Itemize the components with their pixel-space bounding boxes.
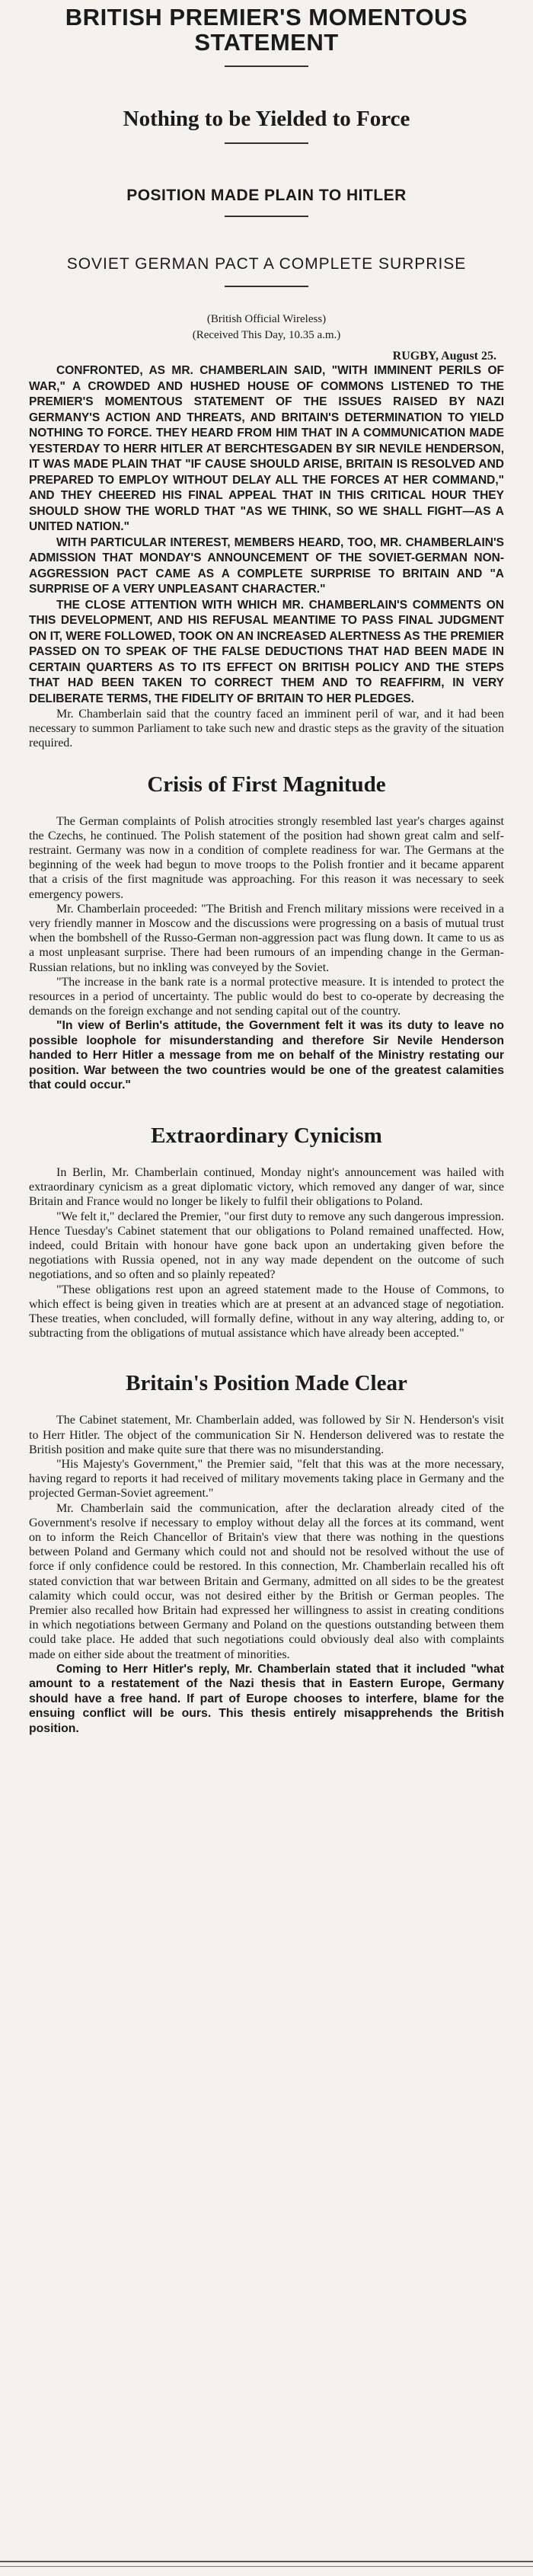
body-paragraph: "His Majesty's Government," the Premier said, "felt that this was at the more necessary, having regard to reports it had received of military movements taking place in Germany and the projected German-Soviet agreement.": [29, 1458, 504, 1501]
soviet-heading-rule: [225, 286, 308, 287]
lead-paragraph: CONFRONTED, AS MR. CHAMBERLAIN SAID, "WITH IMMINENT PERILS OF WAR," A CROWDED AND HUSHED HOUSE OF COMMONS LISTENED TO THE PREMIER'S MOMENTOUS STATEMENT OF THE ISSUES RAISED BY NAZI GERMANY'S ACTION AND THREATS, AND BRITAIN'S DETERMINATION TO YIELD NOTHING TO FORCE. THEY HEARD FROM HIM THAT IN A COMMUNICATION MADE YESTERDAY TO HERR HITLER AT BERCHTESGADEN BY SIR NEVILE HENDERSON, IT WAS MADE PLAIN THAT "IF CAUSE SHOULD ARISE, BRITAIN IS RESOLVED AND PREPARED TO EMPLOY WITHOUT DELAY ALL THE FORCES AT HER COMMAND," AND THEY CHEERED HIS FINAL APPEAL THAT IN THIS CRITICAL HOUR THEY SHOULD SHOW THE WORLD THAT "AS WE THINK, SO WE SHALL FIGHT—AS A UNITED NATION.": [29, 364, 504, 533]
lead-paragraph: WITH PARTICULAR INTEREST, MEMBERS HEARD, TOO, MR. CHAMBERLAIN'S ADMISSION THAT MONDAY'S ANNOUNCEMENT OF THE SOVIET-GERMAN NON-AGGRESSION PACT CAME AS A COMPLETE SURPRISE TO BRITAIN AND "A SURPRISE OF A VERY UNPLEASANT CHARACTER.": [29, 535, 504, 596]
article-body: [29, 707, 504, 1736]
section-heading-hitler: POSITION MADE PLAIN TO HITLER: [126, 187, 407, 204]
subheadline: Nothing to be Yielded to Force: [123, 107, 410, 131]
section-heading-soviet: SOVIET GERMAN PACT A COMPLETE SURPRISE: [66, 255, 467, 273]
body-paragraph-bold: "In view of Berlin's attitude, the Government felt it was its duty to leave no possible loophole for misunderstanding and therefore Sir Nevile Henderson handed to Herr Hitler a message from me on behalf of the Ministry restating our position. War between the two countries would be one of the greatest calamities that could occur.": [29, 1019, 504, 1092]
body-paragraph: In Berlin, Mr. Chamberlain continued, Monday night's announcement was hailed with extraordinary cynicism as a great diplomatic victory, which removed any danger of war, since Britain and France would no longer be likely to fulfil their obligations to Poland.: [29, 1165, 504, 1209]
bottom-rule-thin: [0, 2566, 533, 2567]
bottom-rule: [0, 2561, 533, 2562]
received-line: (Received This Day, 10.35 a.m.): [192, 329, 341, 341]
intro-paragraph: Mr. Chamberlain said that the country faced an imminent peril of war, and it had been necessary to summon Parliament to take such new and drastic steps as the gravity of the situation required.: [29, 708, 504, 750]
section-heading-rule: [225, 216, 308, 217]
body-paragraph: The Cabinet statement, Mr. Chamberlain added, was followed by Sir N. Henderson's visit to Herr Hitler. The object of the communication Sir N. Henderson delivered was to restate the British position and make quite sure that there was no misunderstanding.: [29, 1414, 504, 1456]
headline-rule: [225, 66, 308, 67]
body-paragraph: "These obligations rest upon an agreed statement made to the House of Commons, to which effect is being given in treaties which are at present at an advanced stage of negotiation. These treaties, when concluded, will formally define, without in any way altering, adding to, or subtracting from the obligations of mutual assistance which have already been accepted.": [29, 1283, 504, 1341]
body-paragraph: Mr. Chamberlain said the communication, after the declaration already cited of the Government's resolve if necessary to employ without delay all the forces at its command, went on to inform the Reich Chancellor of Britain's view that there was nothing in the questions between Poland and Germany which could not and should not be resolved without the use of force if only confidence could be restored. In this connection, Mr. Chamberlain recalled his oft stated conviction that war between Britain and Germany, admitted on all sides to be the greatest calamity which could occur, was not desired either by the British or German peoples. The Premier also recalled how Britain had expressed her willingness to assist in creating conditions in which negotiations between Germany and Poland on the questions outstanding between them could take place. He added that such negotiations could obviously deal also with complaints made on either side about the treatment of minorities.: [29, 1501, 504, 1661]
dateline: RUGBY, August 25.: [392, 350, 496, 363]
body-paragraph-bold: Coming to Herr Hitler's reply, Mr. Chamberlain stated that it included "what amount to a restatement of the Nazi thesis that in Eastern Europe, Germany should have a free hand. If part of Europe chooses to interfere, blame for the ensuing conflict will be ours. This thesis entirely misapprehends the British position.: [29, 1662, 504, 1735]
section-title-crisis: Crisis of First Magnitude: [147, 772, 386, 797]
headline: BRITISH PREMIER'S MOMENTOUS STATEMENT: [65, 4, 468, 56]
section-title-position: Britain's Position Made Clear: [126, 1371, 407, 1396]
lead-paragraph: THE CLOSE ATTENTION WITH WHICH MR. CHAMBERLAIN'S COMMENTS ON THIS DEVELOPMENT, AND HIS REFUSAL MEANTIME TO PASS FINAL JUDGMENT ON IT, WERE FOLLOWED, TOOK ON AN INCREASED ALERTNESS AS THE PREMIER PASSED ON TO SPEAK OF THE FALSE DEDUCTIONS THAT HAD BEEN MADE IN CERTAIN QUARTERS AS TO ITS EFFECT ON BRITISH POLICY AND THE STEPS THAT HAD BEEN TAKEN TO CORRECT THEM AND TO REAFFIRM, IN VERY DELIBERATE TERMS, THE FIDELITY OF BRITAIN TO HER PLEDGES.: [29, 598, 504, 705]
source-line: (British Official Wireless): [206, 313, 327, 325]
body-paragraph: "We felt it," declared the Premier, "our first duty to remove any such dangerous impression. Hence Tuesday's Cabinet statement that our obligations to Poland remained unaffected. How, indeed, could Britain with honour have gone back upon an undertaking given before the negotiations with Russia opened, not in any way made dependent on the outcome of such negotiations, and so often and so plainly repeated?: [29, 1210, 504, 1282]
body-paragraph: The German complaints of Polish atrocities strongly resembled last year's charges against the Czechs, he continued. The Polish statement of the position had shown great calm and self-restraint. Germany was now in a condition of complete readiness for war. The Germans at the beginning of the week had begun to move troops to the Polish frontier and it became apparent that a crisis of the first magnitude was approaching. For this reason it was necessary to seek emergency powers.: [29, 814, 504, 901]
lead-text: [29, 363, 504, 707]
subheadline-rule: [225, 142, 308, 144]
body-paragraph: "The increase in the bank rate is a normal protective measure. It is intended to protect the resources in a period of uncertainty. The public would do best to co-operate by decreasing the demands on the foreign exchange and not sending capital out of the country.: [29, 975, 504, 1018]
section-title-cynicism: Extraordinary Cynicism: [151, 1123, 382, 1148]
body-paragraph: Mr. Chamberlain proceeded: "The British and French military missions were received in a very friendly manner in Moscow and the discussions were progressing on a basis of mutual trust when the bombshell of the Russo-German non-aggression pact was flung down. It came to us as a most unpleasant surprise. There had been rumours of an impending change in the German-Russian relations, but no inkling was conveyed by the Soviet.: [29, 902, 504, 974]
